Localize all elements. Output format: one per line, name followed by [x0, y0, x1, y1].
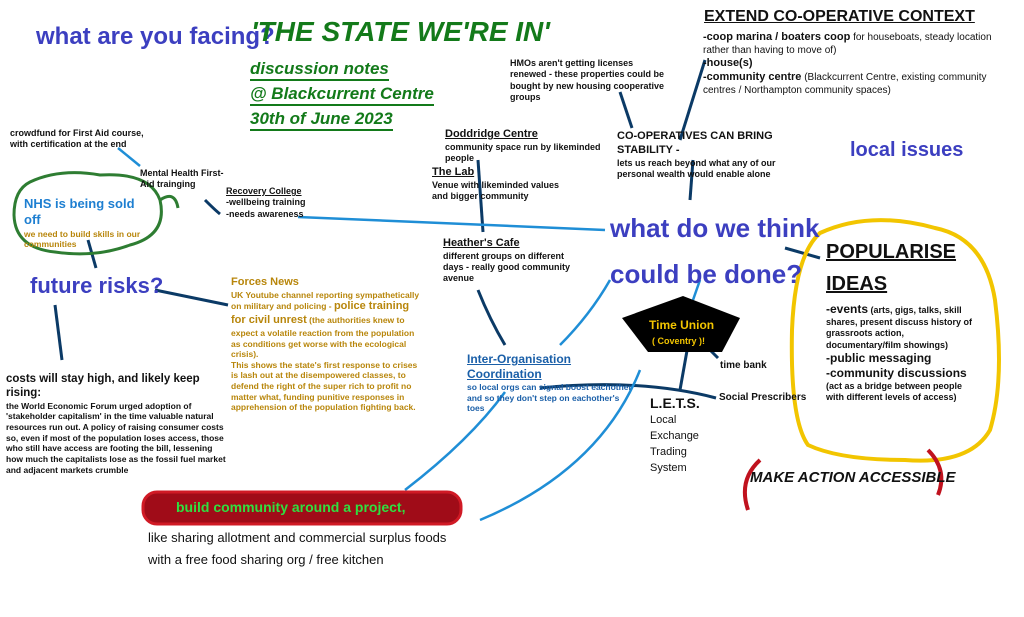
- popularise-events-note: (arts, gigs, talks, skill shares, present discuss history of grassroots action, documentary/film showings): [826, 305, 973, 350]
- recovery-item-2: -needs awareness: [226, 208, 304, 219]
- connector-heathers-interorg: [478, 290, 505, 345]
- popularise-events: -events: [826, 302, 869, 316]
- heathers-title: Heather's Cafe: [443, 237, 520, 249]
- lets-title: L.E.T.S.: [650, 395, 700, 411]
- future-risks-heading: future risks?: [30, 273, 164, 298]
- lab-note: [432, 166, 572, 202]
- connector-risks-costs: [55, 305, 62, 360]
- costs-body: the World Economic Forum urged adoption of 'stakeholder capitalism' in the time valuable natural resources run out. A policy of raising consumer costs so, even if most of the population loses access, those who still have access are footing the bill, lessening how much the capitalists lose as the fossil fuel market and adjacent markets crumble: [6, 400, 226, 475]
- popularise-title-2: IDEAS: [826, 273, 888, 295]
- make-action-accessible: MAKE ACTION ACCESSIBLE: [750, 469, 956, 486]
- popularise-body: [826, 302, 976, 403]
- costs-note: [6, 372, 228, 475]
- costs-title: costs will stay high, and likely keep rising:: [6, 373, 200, 400]
- heathers-note: [443, 237, 573, 285]
- timebank-note: time bank: [720, 360, 767, 371]
- extend-houses: -house(s): [703, 57, 753, 70]
- connector-risks-forces: [155, 290, 228, 305]
- lab-body: Venue with likeminded values and bigger community: [432, 179, 560, 201]
- coops-title: CO-OPERATIVES CAN BRING STABILITY -: [617, 130, 773, 156]
- center-question-line-1: what do we think: [610, 213, 820, 243]
- connector-center-interorg: [560, 280, 610, 345]
- nhs-title: NHS is being sold off: [24, 196, 135, 228]
- recovery-title: Recovery College: [226, 186, 302, 196]
- forces-highlight: police training for civil unrest: [231, 300, 410, 327]
- lab-title: The Lab: [432, 166, 475, 178]
- heathers-body: different groups on different days - really good community avenue: [443, 250, 571, 284]
- subtitle-line-2: @ Blackcurrent Centre: [250, 83, 434, 106]
- nhs-body: we need to build skills in our communities: [24, 228, 141, 250]
- coops-note: [617, 130, 807, 180]
- center-question-line-2: could be done?: [610, 259, 803, 289]
- forces-note: [231, 276, 421, 413]
- lets-line-2: Exchange: [650, 430, 699, 443]
- doddridge-body: community space run by likeminded people: [445, 141, 601, 163]
- doddridge-title: Doddridge Centre: [445, 128, 538, 140]
- recovery-note: [226, 186, 326, 220]
- subtitle-line-3: 30th of June 2023: [250, 108, 393, 131]
- lets-note: [650, 393, 700, 477]
- build-title: build community around a project,: [176, 499, 406, 515]
- connector-title-extend: [680, 60, 705, 140]
- forces-para-1: [231, 290, 421, 360]
- coops-body: lets us reach beyond what any of our personal wealth would enable alone: [617, 157, 776, 179]
- interorg-title-2: Coordination: [467, 367, 542, 381]
- interorg-title-1: Inter-Organisation: [467, 352, 572, 366]
- facing-heading: what are you facing?: [36, 23, 275, 50]
- popularise-bridge: (act as a bridge between people with different levels of access): [826, 380, 963, 402]
- nhs-note: [24, 196, 154, 250]
- timeunion-title: Time Union: [649, 318, 715, 332]
- forces-title: Forces News: [231, 276, 299, 288]
- timeunion-sub: ( Coventry )!: [652, 336, 706, 346]
- interorg-body: so local orgs can signal boost eachother and so they don't step on eachother's toes: [467, 382, 632, 414]
- recovery-item-1: -wellbeing training: [226, 197, 306, 208]
- forces-para-1c: (the authorities knew to expect a volatile reaction from the population as conditions get worse with the ecological crisis).: [231, 315, 415, 360]
- extend-body: [703, 31, 1008, 97]
- hmos-note: HMOs aren't getting licenses renewed - these properties could be bought by new housing cooperative groups: [510, 58, 665, 102]
- forces-para-2: This shows the state's first response to crises is lash out at the disempowered classes, to defend the right of the super rich to profit no matter what, funding punitive responses in apprehension of the population fighting back.: [231, 359, 418, 413]
- crowdfund-note: crowdfund for First Aid course, with certification at the end: [10, 128, 144, 150]
- nhs-outline-tail: [160, 196, 178, 208]
- lets-line-1: Local: [650, 414, 677, 427]
- extend-marina-note: for houseboats, steady location rather than having to move of): [703, 32, 992, 56]
- local-issues-heading: local issues: [850, 139, 964, 161]
- interorg-note: [467, 352, 632, 414]
- extend-centre-note: (Blackcurrent Centre, existing community centres / Northampton community spaces): [703, 72, 987, 96]
- social-prescribers-note: Social Prescribers: [719, 392, 807, 403]
- popularise-discussions: -community discussions: [826, 365, 967, 380]
- title-heading: 'THE STATE WE'RE IN': [251, 16, 550, 47]
- doddridge-note: [445, 128, 620, 164]
- subtitle-line-1: discussion notes: [250, 58, 389, 81]
- connector-recovery-center: [298, 217, 605, 230]
- extend-title: EXTEND CO-OPERATIVE CONTEXT: [704, 8, 975, 25]
- connector-crowdfund-mhfa: [118, 148, 140, 166]
- build-line-2: with a free food sharing org / free kitchen: [148, 552, 384, 567]
- mhfa-note: Mental Health First-Aid trainging: [140, 168, 224, 190]
- lets-line-4: System: [650, 462, 687, 475]
- popularise-messaging: -public messaging: [826, 350, 932, 365]
- popularise-title-1: POPULARISE: [826, 241, 957, 263]
- build-line-1: like sharing allotment and commercial surplus foods: [148, 530, 447, 545]
- lets-line-3: Trading: [650, 446, 687, 459]
- extend-centre: -community centre: [703, 71, 802, 83]
- connector-mhfa-recovery: [205, 200, 220, 214]
- forces-para-1a: UK Youtube channel reporting sympathetically on military and policing -: [231, 289, 420, 312]
- extend-marina: -coop marina / boaters coop: [703, 31, 851, 43]
